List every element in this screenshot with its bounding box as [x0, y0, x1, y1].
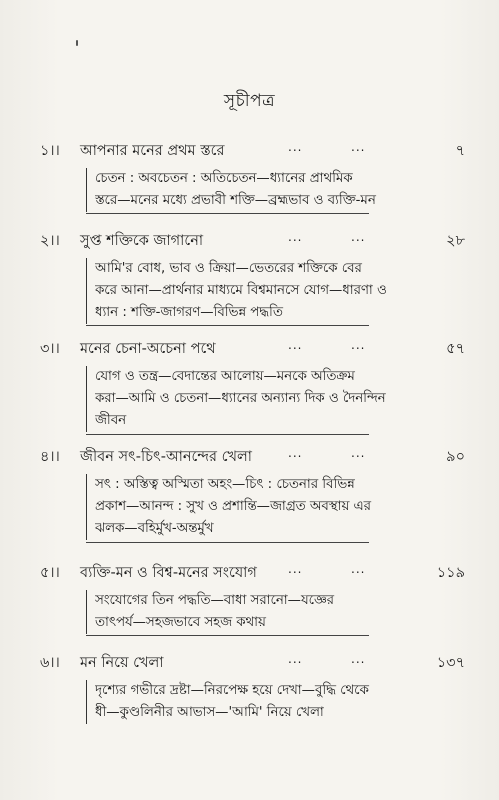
summary-line: প্রকাশ—আনন্দ : সুখ ও প্রশান্তি—জাগ্রত অবস্থায় এর [95, 499, 371, 514]
leader-dots: ... [351, 562, 366, 576]
chapter-number: ২।। [40, 233, 60, 249]
summary-line: স্তরে—মনের মধ্যে প্রভাবী শক্তি—ব্রহ্মভাব ও ব্যক্তি-মন [95, 193, 376, 208]
chapter-title: জীবন সৎ-চিৎ-আনন্দের খেলা [80, 449, 252, 465]
chapter-title: আপনার মনের প্রথম স্তরে [80, 143, 225, 159]
leader-dots: ... [288, 446, 303, 460]
leader-dots: ... [288, 338, 303, 352]
summary-line: তাৎপর্য—সহজভাবে সহজ কথায় [95, 615, 266, 630]
chapter-summary [86, 366, 439, 432]
summary-line: আমি'র বোধ, ভাব ও ক্রিয়া—ভেতরের শক্তিকে বের [95, 261, 362, 276]
divider-rule [86, 542, 369, 543]
summary-line: ধ্যান : শক্তি-জাগরণ—বিভিন্ন পদ্ধতি [95, 305, 283, 320]
leader-dots: ... [351, 140, 366, 154]
toc-entry-head [40, 652, 465, 674]
summary-line: ধী—কুণ্ডলিনীর আভাস—'আমি' নিয়ে খেলা [95, 705, 324, 720]
chapter-number: ৪।। [40, 449, 60, 465]
toc-entry-2 [40, 230, 465, 324]
toc-entry-head [40, 446, 465, 468]
chapter-summary [86, 168, 439, 212]
page-number: ৭ [455, 143, 465, 159]
divider-rule [86, 213, 369, 214]
leader-dots: ... [351, 446, 366, 460]
divider-rule [86, 325, 369, 326]
chapter-summary [86, 590, 439, 634]
leader-dots: ... [288, 562, 303, 576]
toc-entry-head [40, 230, 465, 252]
leader-dots: ... [351, 652, 366, 666]
summary-line: করা—আমি ও চেতনা—ধ্যানের অন্যান্য দিক ও দৈনন্দিন [95, 391, 386, 406]
leader-dots: ... [351, 230, 366, 244]
chapter-title: সুপ্ত শক্তিকে জাগানো [80, 233, 204, 249]
summary-line: সংযোগের তিন পদ্ধতি—বাধা সরানো—যজ্ঞের [95, 593, 334, 608]
summary-line: যোগ ও তন্ত্র—বেদান্তের আলোয়—মনকে অতিক্রম [95, 369, 355, 384]
chapter-number: ৫।। [40, 565, 60, 581]
toc-entry-head [40, 562, 465, 584]
summary-line: ঝলক—বহির্মুখ-অন্তর্মুখ [95, 521, 214, 536]
toc-entry-3 [40, 338, 465, 432]
toc-entry-5 [40, 562, 465, 634]
toc-entry-4 [40, 446, 465, 540]
summary-line: জীবন [95, 413, 127, 428]
page-number: ১৩৭ [436, 655, 465, 671]
page-number: ৫৭ [446, 341, 465, 357]
chapter-title: মনের চেনা-অচেনা পথে [80, 341, 216, 357]
summary-line: দৃশ্যের গভীরে দ্রষ্টা—নিরপেক্ষ হয়ে দেখা—বুদ্ধি থেকে [95, 683, 369, 698]
chapter-summary [86, 258, 439, 324]
toc-entry-6 [40, 652, 465, 724]
divider-rule [86, 434, 369, 435]
toc-entry-head [40, 140, 465, 162]
summary-line: সৎ : অস্তিত্ব অস্মিতা অহং—চিৎ : চেতনার বিভিন্ন [95, 477, 355, 492]
summary-line: করে আনা—প্রার্থনার মাধ্যমে বিশ্বমানসে যোগ—ধারণা ও [95, 283, 387, 298]
chapter-number: ১।। [40, 143, 60, 159]
leader-dots: ... [288, 230, 303, 244]
page-number: ১১৯ [436, 565, 465, 581]
ink-mark [76, 40, 78, 46]
leader-dots: ... [288, 140, 303, 154]
chapter-number: ৬।। [40, 655, 60, 671]
chapter-number: ৩।। [40, 341, 60, 357]
divider-rule [86, 635, 369, 636]
chapter-summary [86, 680, 439, 724]
toc-entry-1 [40, 140, 465, 212]
toc-entry-head [40, 338, 465, 360]
leader-dots: ... [288, 652, 303, 666]
chapter-summary [86, 474, 439, 540]
page-title: সূচীপত্র [223, 91, 276, 111]
page-number: ৯০ [446, 449, 465, 465]
chapter-title: ব্যক্তি-মন ও বিশ্ব-মনের সংযোগ [80, 565, 257, 581]
page-number: ২৮ [446, 233, 465, 249]
chapter-title: মন নিয়ে খেলা [80, 655, 164, 671]
summary-line: চেতন : অবচেতন : অতিচেতন—ধ্যানের প্রাথমিক [95, 171, 353, 186]
leader-dots: ... [351, 338, 366, 352]
